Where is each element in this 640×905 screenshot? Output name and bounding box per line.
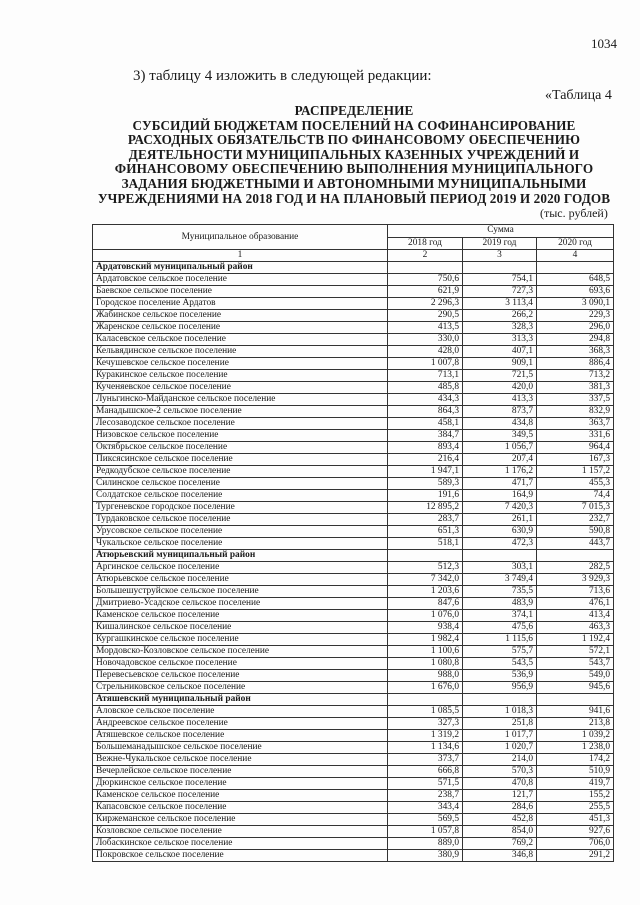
table-row bbox=[93, 430, 614, 442]
amount-cell: 434,3 bbox=[388, 394, 463, 406]
settlement-name: Октябрьское сельское поселение bbox=[93, 442, 388, 454]
settlement-name: Низовское сельское поселение bbox=[93, 430, 388, 442]
settlement-name: Киржеманское сельское поселение bbox=[93, 814, 388, 826]
amount-cell: 1 319,2 bbox=[388, 730, 463, 742]
amount-cell: 1 676,0 bbox=[388, 682, 463, 694]
amount-cell: 407,1 bbox=[463, 346, 537, 358]
amount-cell: 651,3 bbox=[388, 526, 463, 538]
header-sum: Сумма bbox=[388, 225, 614, 238]
amount-cell: 956,9 bbox=[463, 682, 537, 694]
amount-cell: 1 238,0 bbox=[537, 742, 614, 754]
settlement-name: Вежне-Чукальское сельское поселение bbox=[93, 754, 388, 766]
title-line: СУБСИДИЙ БЮДЖЕТАМ ПОСЕЛЕНИЙ НА СОФИНАНСИРОВАНИЕ bbox=[132, 117, 576, 133]
settlement-name: Тургеневское городское поселение bbox=[93, 502, 388, 514]
document-title bbox=[88, 104, 620, 206]
amount-cell: 621,9 bbox=[388, 286, 463, 298]
settlement-name: Атюрьевское сельское поселение bbox=[93, 574, 388, 586]
empty-cell bbox=[388, 262, 463, 274]
settlement-name: Дюркинское сельское поселение bbox=[93, 778, 388, 790]
amount-cell: 769,2 bbox=[463, 838, 537, 850]
amount-cell: 413,5 bbox=[388, 322, 463, 334]
amount-cell: 475,6 bbox=[463, 622, 537, 634]
amount-cell: 413,3 bbox=[463, 394, 537, 406]
amount-cell: 251,8 bbox=[463, 718, 537, 730]
amount-cell: 238,7 bbox=[388, 790, 463, 802]
amount-cell: 463,3 bbox=[537, 622, 614, 634]
amount-cell: 572,1 bbox=[537, 646, 614, 658]
amount-cell: 12 895,2 bbox=[388, 502, 463, 514]
amount-cell: 7 342,0 bbox=[388, 574, 463, 586]
amount-cell: 349,5 bbox=[463, 430, 537, 442]
amount-cell: 693,6 bbox=[537, 286, 614, 298]
empty-cell bbox=[463, 550, 537, 562]
amount-cell: 945,6 bbox=[537, 682, 614, 694]
settlement-name: Пиксясинское сельское поселение bbox=[93, 454, 388, 466]
amount-cell: 1 007,8 bbox=[388, 358, 463, 370]
amount-cell: 74,4 bbox=[537, 490, 614, 502]
settlement-name: Кечушевское сельское поселение bbox=[93, 358, 388, 370]
table-row bbox=[93, 526, 614, 538]
header-year: 2018 год bbox=[388, 237, 463, 250]
amount-cell: 261,1 bbox=[463, 514, 537, 526]
settlement-name: Покровское сельское поселение bbox=[93, 850, 388, 862]
settlement-name: Кученяевское сельское поселение bbox=[93, 382, 388, 394]
amount-cell: 3 749,4 bbox=[463, 574, 537, 586]
amount-cell: 590,8 bbox=[537, 526, 614, 538]
amount-cell: 420,0 bbox=[463, 382, 537, 394]
amount-cell: 510,9 bbox=[537, 766, 614, 778]
amount-cell: 374,1 bbox=[463, 610, 537, 622]
amount-cell: 549,0 bbox=[537, 670, 614, 682]
amount-cell: 3 929,3 bbox=[537, 574, 614, 586]
table-row bbox=[93, 562, 614, 574]
table-row bbox=[93, 574, 614, 586]
empty-cell bbox=[537, 550, 614, 562]
amount-cell: 7 420,3 bbox=[463, 502, 537, 514]
amount-cell: 164,9 bbox=[463, 490, 537, 502]
amount-cell: 873,7 bbox=[463, 406, 537, 418]
amount-cell: 854,0 bbox=[463, 826, 537, 838]
settlement-name: Атяшевское сельское поселение bbox=[93, 730, 388, 742]
amount-cell: 648,5 bbox=[537, 274, 614, 286]
table-row bbox=[93, 322, 614, 334]
amount-cell: 713,6 bbox=[537, 586, 614, 598]
amount-cell: 1 039,2 bbox=[537, 730, 614, 742]
table-row bbox=[93, 442, 614, 454]
header-municipality: Муниципальное образование bbox=[93, 225, 388, 250]
amount-cell: 886,4 bbox=[537, 358, 614, 370]
settlement-name: Жабинское сельское поселение bbox=[93, 310, 388, 322]
amount-cell: 927,6 bbox=[537, 826, 614, 838]
units-label: (тыс. рублей) bbox=[540, 206, 608, 220]
table-row bbox=[93, 358, 614, 370]
title-line: ЗАДАНИЯ БЮДЖЕТНЫМИ И АВТОНОМНЫМИ МУНИЦИПАЛЬНЫМИ bbox=[121, 175, 587, 191]
table-row bbox=[93, 382, 614, 394]
table-row bbox=[93, 598, 614, 610]
empty-cell bbox=[388, 550, 463, 562]
settlement-name: Редкодубское сельское поселение bbox=[93, 466, 388, 478]
table-row bbox=[93, 370, 614, 382]
table-row bbox=[93, 346, 614, 358]
amount-cell: 1 085,5 bbox=[388, 706, 463, 718]
amount-cell: 536,9 bbox=[463, 670, 537, 682]
title-line: РАСХОДНЫХ ОБЯЗАТЕЛЬСТВ ПО ФИНАНСОВОМУ ОБЕСПЕЧЕНИЮ bbox=[127, 132, 581, 148]
amount-cell: 1 080,8 bbox=[388, 658, 463, 670]
amount-cell: 284,6 bbox=[463, 802, 537, 814]
amount-cell: 419,7 bbox=[537, 778, 614, 790]
settlement-name: Каменское сельское поселение bbox=[93, 790, 388, 802]
empty-cell bbox=[537, 694, 614, 706]
table-row bbox=[93, 742, 614, 754]
settlement-name: Лесозаводское сельское поселение bbox=[93, 418, 388, 430]
amount-cell: 518,1 bbox=[388, 538, 463, 550]
amount-cell: 3 113,4 bbox=[463, 298, 537, 310]
settlement-name: Куракинское сельское поселение bbox=[93, 370, 388, 382]
subsidy-table bbox=[92, 224, 614, 862]
table-row bbox=[93, 466, 614, 478]
amount-cell: 964,4 bbox=[537, 442, 614, 454]
settlement-name: Большешуструйское сельское поселение bbox=[93, 586, 388, 598]
table-row bbox=[93, 754, 614, 766]
amount-cell: 543,5 bbox=[463, 658, 537, 670]
amount-cell: 232,7 bbox=[537, 514, 614, 526]
table-row bbox=[93, 634, 614, 646]
amount-cell: 1 018,3 bbox=[463, 706, 537, 718]
amount-cell: 452,8 bbox=[463, 814, 537, 826]
amount-cell: 7 015,3 bbox=[537, 502, 614, 514]
amount-cell: 476,1 bbox=[537, 598, 614, 610]
region-row bbox=[93, 262, 614, 274]
amount-cell: 1 157,2 bbox=[537, 466, 614, 478]
title-line: ДЕЯТЕЛЬНОСТИ МУНИЦИПАЛЬНЫХ КАЗЕННЫХ УЧРЕЖДЕНИЙ И bbox=[128, 146, 580, 162]
table-reference: «Таблица 4 bbox=[545, 88, 612, 103]
column-number: 2 bbox=[388, 250, 463, 262]
settlement-name: Мордовско-Козловское сельское поселение bbox=[93, 646, 388, 658]
amount-cell: 909,1 bbox=[463, 358, 537, 370]
amount-cell: 428,0 bbox=[388, 346, 463, 358]
table-row bbox=[93, 718, 614, 730]
settlement-name: Козловское сельское поселение bbox=[93, 826, 388, 838]
amount-cell: 630,9 bbox=[463, 526, 537, 538]
settlement-name: Каменское сельское поселение bbox=[93, 610, 388, 622]
amount-cell: 941,6 bbox=[537, 706, 614, 718]
amount-cell: 343,4 bbox=[388, 802, 463, 814]
page-number: 1034 bbox=[591, 36, 617, 51]
settlement-name: Чукальское сельское поселение bbox=[93, 538, 388, 550]
amount-cell: 706,0 bbox=[537, 838, 614, 850]
title-line: УЧРЕЖДЕНИЯМИ НА 2018 ГОД И НА ПЛАНОВЫЙ ПЕРИОД 2019 И 2020 ГОДОВ bbox=[97, 190, 611, 206]
amount-cell: 485,8 bbox=[388, 382, 463, 394]
amount-cell: 1 020,7 bbox=[463, 742, 537, 754]
amount-cell: 413,4 bbox=[537, 610, 614, 622]
settlement-name: Урусовское сельское поселение bbox=[93, 526, 388, 538]
amount-cell: 847,6 bbox=[388, 598, 463, 610]
settlement-name: Аловское сельское поселение bbox=[93, 706, 388, 718]
table-row bbox=[93, 706, 614, 718]
amount-cell: 1 134,6 bbox=[388, 742, 463, 754]
region-row bbox=[93, 550, 614, 562]
amount-cell: 1 100,6 bbox=[388, 646, 463, 658]
amount-cell: 458,1 bbox=[388, 418, 463, 430]
settlement-name: Кельвядинское сельское поселение bbox=[93, 346, 388, 358]
amount-cell: 331,6 bbox=[537, 430, 614, 442]
table-row bbox=[93, 790, 614, 802]
table-row bbox=[93, 658, 614, 670]
amount-cell: 543,7 bbox=[537, 658, 614, 670]
amount-cell: 291,2 bbox=[537, 850, 614, 862]
amount-cell: 266,2 bbox=[463, 310, 537, 322]
table-row bbox=[93, 334, 614, 346]
amount-cell: 346,8 bbox=[463, 850, 537, 862]
table-row bbox=[93, 826, 614, 838]
table-row bbox=[93, 730, 614, 742]
amount-cell: 1 176,2 bbox=[463, 466, 537, 478]
amount-cell: 216,4 bbox=[388, 454, 463, 466]
table-row bbox=[93, 682, 614, 694]
amount-cell: 213,8 bbox=[537, 718, 614, 730]
amount-cell: 155,2 bbox=[537, 790, 614, 802]
table-row bbox=[93, 490, 614, 502]
settlement-name: Жаренское сельское поселение bbox=[93, 322, 388, 334]
settlement-name: Лобаскинское сельское поселение bbox=[93, 838, 388, 850]
table-row bbox=[93, 586, 614, 598]
amount-cell: 570,3 bbox=[463, 766, 537, 778]
region-row bbox=[93, 694, 614, 706]
amount-cell: 330,0 bbox=[388, 334, 463, 346]
settlement-name: Силинское сельское поселение bbox=[93, 478, 388, 490]
amount-cell: 938,4 bbox=[388, 622, 463, 634]
amount-cell: 174,2 bbox=[537, 754, 614, 766]
amount-cell: 380,9 bbox=[388, 850, 463, 862]
amount-cell: 512,3 bbox=[388, 562, 463, 574]
amount-cell: 735,5 bbox=[463, 586, 537, 598]
amount-cell: 1 076,0 bbox=[388, 610, 463, 622]
settlement-name: Турдаковское сельское поселение bbox=[93, 514, 388, 526]
amount-cell: 483,9 bbox=[463, 598, 537, 610]
amount-cell: 296,0 bbox=[537, 322, 614, 334]
region-name: Атюрьевский муниципальный район bbox=[93, 550, 388, 562]
table-row bbox=[93, 814, 614, 826]
amount-cell: 443,7 bbox=[537, 538, 614, 550]
amount-cell: 381,3 bbox=[537, 382, 614, 394]
amount-cell: 889,0 bbox=[388, 838, 463, 850]
settlement-name: Манадышское-2 сельское поселение bbox=[93, 406, 388, 418]
table-row bbox=[93, 418, 614, 430]
amount-cell: 754,1 bbox=[463, 274, 537, 286]
amount-cell: 864,3 bbox=[388, 406, 463, 418]
header-year: 2019 год bbox=[463, 237, 537, 250]
settlement-name: Новочадовское сельское поселение bbox=[93, 658, 388, 670]
amount-cell: 283,7 bbox=[388, 514, 463, 526]
amount-cell: 1 203,6 bbox=[388, 586, 463, 598]
settlement-name: Вечерлейское сельское поселение bbox=[93, 766, 388, 778]
amount-cell: 2 296,3 bbox=[388, 298, 463, 310]
settlement-name: Городское поселение Ардатов bbox=[93, 298, 388, 310]
amount-cell: 1 056,7 bbox=[463, 442, 537, 454]
table-row bbox=[93, 766, 614, 778]
settlement-name: Баевское сельское поселение bbox=[93, 286, 388, 298]
amount-cell: 214,0 bbox=[463, 754, 537, 766]
table-row bbox=[93, 274, 614, 286]
table-row bbox=[93, 286, 614, 298]
empty-cell bbox=[463, 694, 537, 706]
settlement-name: Луньгинско-Майданское сельское поселение bbox=[93, 394, 388, 406]
table-row bbox=[93, 622, 614, 634]
amount-cell: 121,7 bbox=[463, 790, 537, 802]
empty-cell bbox=[388, 694, 463, 706]
amount-cell: 434,8 bbox=[463, 418, 537, 430]
table-row bbox=[93, 802, 614, 814]
amount-cell: 3 090,1 bbox=[537, 298, 614, 310]
amount-cell: 575,7 bbox=[463, 646, 537, 658]
amount-cell: 313,3 bbox=[463, 334, 537, 346]
amount-cell: 1 192,4 bbox=[537, 634, 614, 646]
table-row bbox=[93, 310, 614, 322]
amount-cell: 207,4 bbox=[463, 454, 537, 466]
amount-cell: 451,3 bbox=[537, 814, 614, 826]
amount-cell: 229,3 bbox=[537, 310, 614, 322]
settlement-name: Капасовское сельское поселение bbox=[93, 802, 388, 814]
amount-cell: 191,6 bbox=[388, 490, 463, 502]
amount-cell: 472,3 bbox=[463, 538, 537, 550]
table-row bbox=[93, 670, 614, 682]
region-name: Атяшевский муниципальный район bbox=[93, 694, 388, 706]
amount-cell: 337,5 bbox=[537, 394, 614, 406]
table-row bbox=[93, 838, 614, 850]
amount-cell: 750,6 bbox=[388, 274, 463, 286]
settlement-name: Ардатовское сельское поселение bbox=[93, 274, 388, 286]
amount-cell: 1 115,6 bbox=[463, 634, 537, 646]
column-number: 4 bbox=[537, 250, 614, 262]
column-number: 3 bbox=[463, 250, 537, 262]
settlement-name: Солдатское сельское поселение bbox=[93, 490, 388, 502]
amount-cell: 713,1 bbox=[388, 370, 463, 382]
table-row bbox=[93, 538, 614, 550]
amount-cell: 455,3 bbox=[537, 478, 614, 490]
amount-cell: 1 017,7 bbox=[463, 730, 537, 742]
amount-cell: 893,4 bbox=[388, 442, 463, 454]
amount-cell: 373,7 bbox=[388, 754, 463, 766]
amount-cell: 255,5 bbox=[537, 802, 614, 814]
title-line: ФИНАНСОВОМУ ОБЕСПЕЧЕНИЮ ВЫПОЛНЕНИЯ МУНИЦИПАЛЬНОГО bbox=[114, 161, 594, 177]
empty-cell bbox=[463, 262, 537, 274]
table-row bbox=[93, 454, 614, 466]
table-row bbox=[93, 610, 614, 622]
amount-cell: 666,8 bbox=[388, 766, 463, 778]
amount-cell: 282,5 bbox=[537, 562, 614, 574]
amount-cell: 167,3 bbox=[537, 454, 614, 466]
settlement-name: Перевесьевское сельское поселение bbox=[93, 670, 388, 682]
table-row bbox=[93, 478, 614, 490]
amount-cell: 589,3 bbox=[388, 478, 463, 490]
amount-cell: 988,0 bbox=[388, 670, 463, 682]
amount-cell: 569,5 bbox=[388, 814, 463, 826]
amount-cell: 328,3 bbox=[463, 322, 537, 334]
region-name: Ардатовский муниципальный район bbox=[93, 262, 388, 274]
amount-cell: 571,5 bbox=[388, 778, 463, 790]
table-row bbox=[93, 394, 614, 406]
amount-cell: 290,5 bbox=[388, 310, 463, 322]
amount-cell: 294,8 bbox=[537, 334, 614, 346]
amount-cell: 303,1 bbox=[463, 562, 537, 574]
table-row bbox=[93, 502, 614, 514]
settlement-name: Большеманадышское сельское поселение bbox=[93, 742, 388, 754]
column-number: 1 bbox=[93, 250, 388, 262]
intro-text: 3) таблицу 4 изложить в следующей редакции: bbox=[133, 68, 432, 84]
amount-cell: 1 947,1 bbox=[388, 466, 463, 478]
amount-cell: 470,8 bbox=[463, 778, 537, 790]
amount-cell: 1 982,4 bbox=[388, 634, 463, 646]
amount-cell: 1 057,8 bbox=[388, 826, 463, 838]
settlement-name: Дмитриево-Усадское сельское поселение bbox=[93, 598, 388, 610]
amount-cell: 384,7 bbox=[388, 430, 463, 442]
amount-cell: 368,3 bbox=[537, 346, 614, 358]
table-row bbox=[93, 778, 614, 790]
title-line: РАСПРЕДЕЛЕНИЕ bbox=[294, 103, 414, 118]
settlement-name: Каласевское сельское поселение bbox=[93, 334, 388, 346]
table-row bbox=[93, 514, 614, 526]
empty-cell bbox=[537, 262, 614, 274]
settlement-name: Кургашкинское сельское поселение bbox=[93, 634, 388, 646]
table-row bbox=[93, 850, 614, 862]
amount-cell: 327,3 bbox=[388, 718, 463, 730]
settlement-name: Аргинское сельское поселение bbox=[93, 562, 388, 574]
header-year: 2020 год bbox=[537, 237, 614, 250]
settlement-name: Стрельниковское сельское поселение bbox=[93, 682, 388, 694]
amount-cell: 363,7 bbox=[537, 418, 614, 430]
table-row bbox=[93, 646, 614, 658]
amount-cell: 721,5 bbox=[463, 370, 537, 382]
table-row bbox=[93, 298, 614, 310]
amount-cell: 471,7 bbox=[463, 478, 537, 490]
amount-cell: 832,9 bbox=[537, 406, 614, 418]
amount-cell: 727,3 bbox=[463, 286, 537, 298]
settlement-name: Андреевское сельское поселение bbox=[93, 718, 388, 730]
settlement-name: Кишалинское сельское поселение bbox=[93, 622, 388, 634]
table-row bbox=[93, 406, 614, 418]
amount-cell: 713,2 bbox=[537, 370, 614, 382]
table-body bbox=[93, 262, 614, 862]
